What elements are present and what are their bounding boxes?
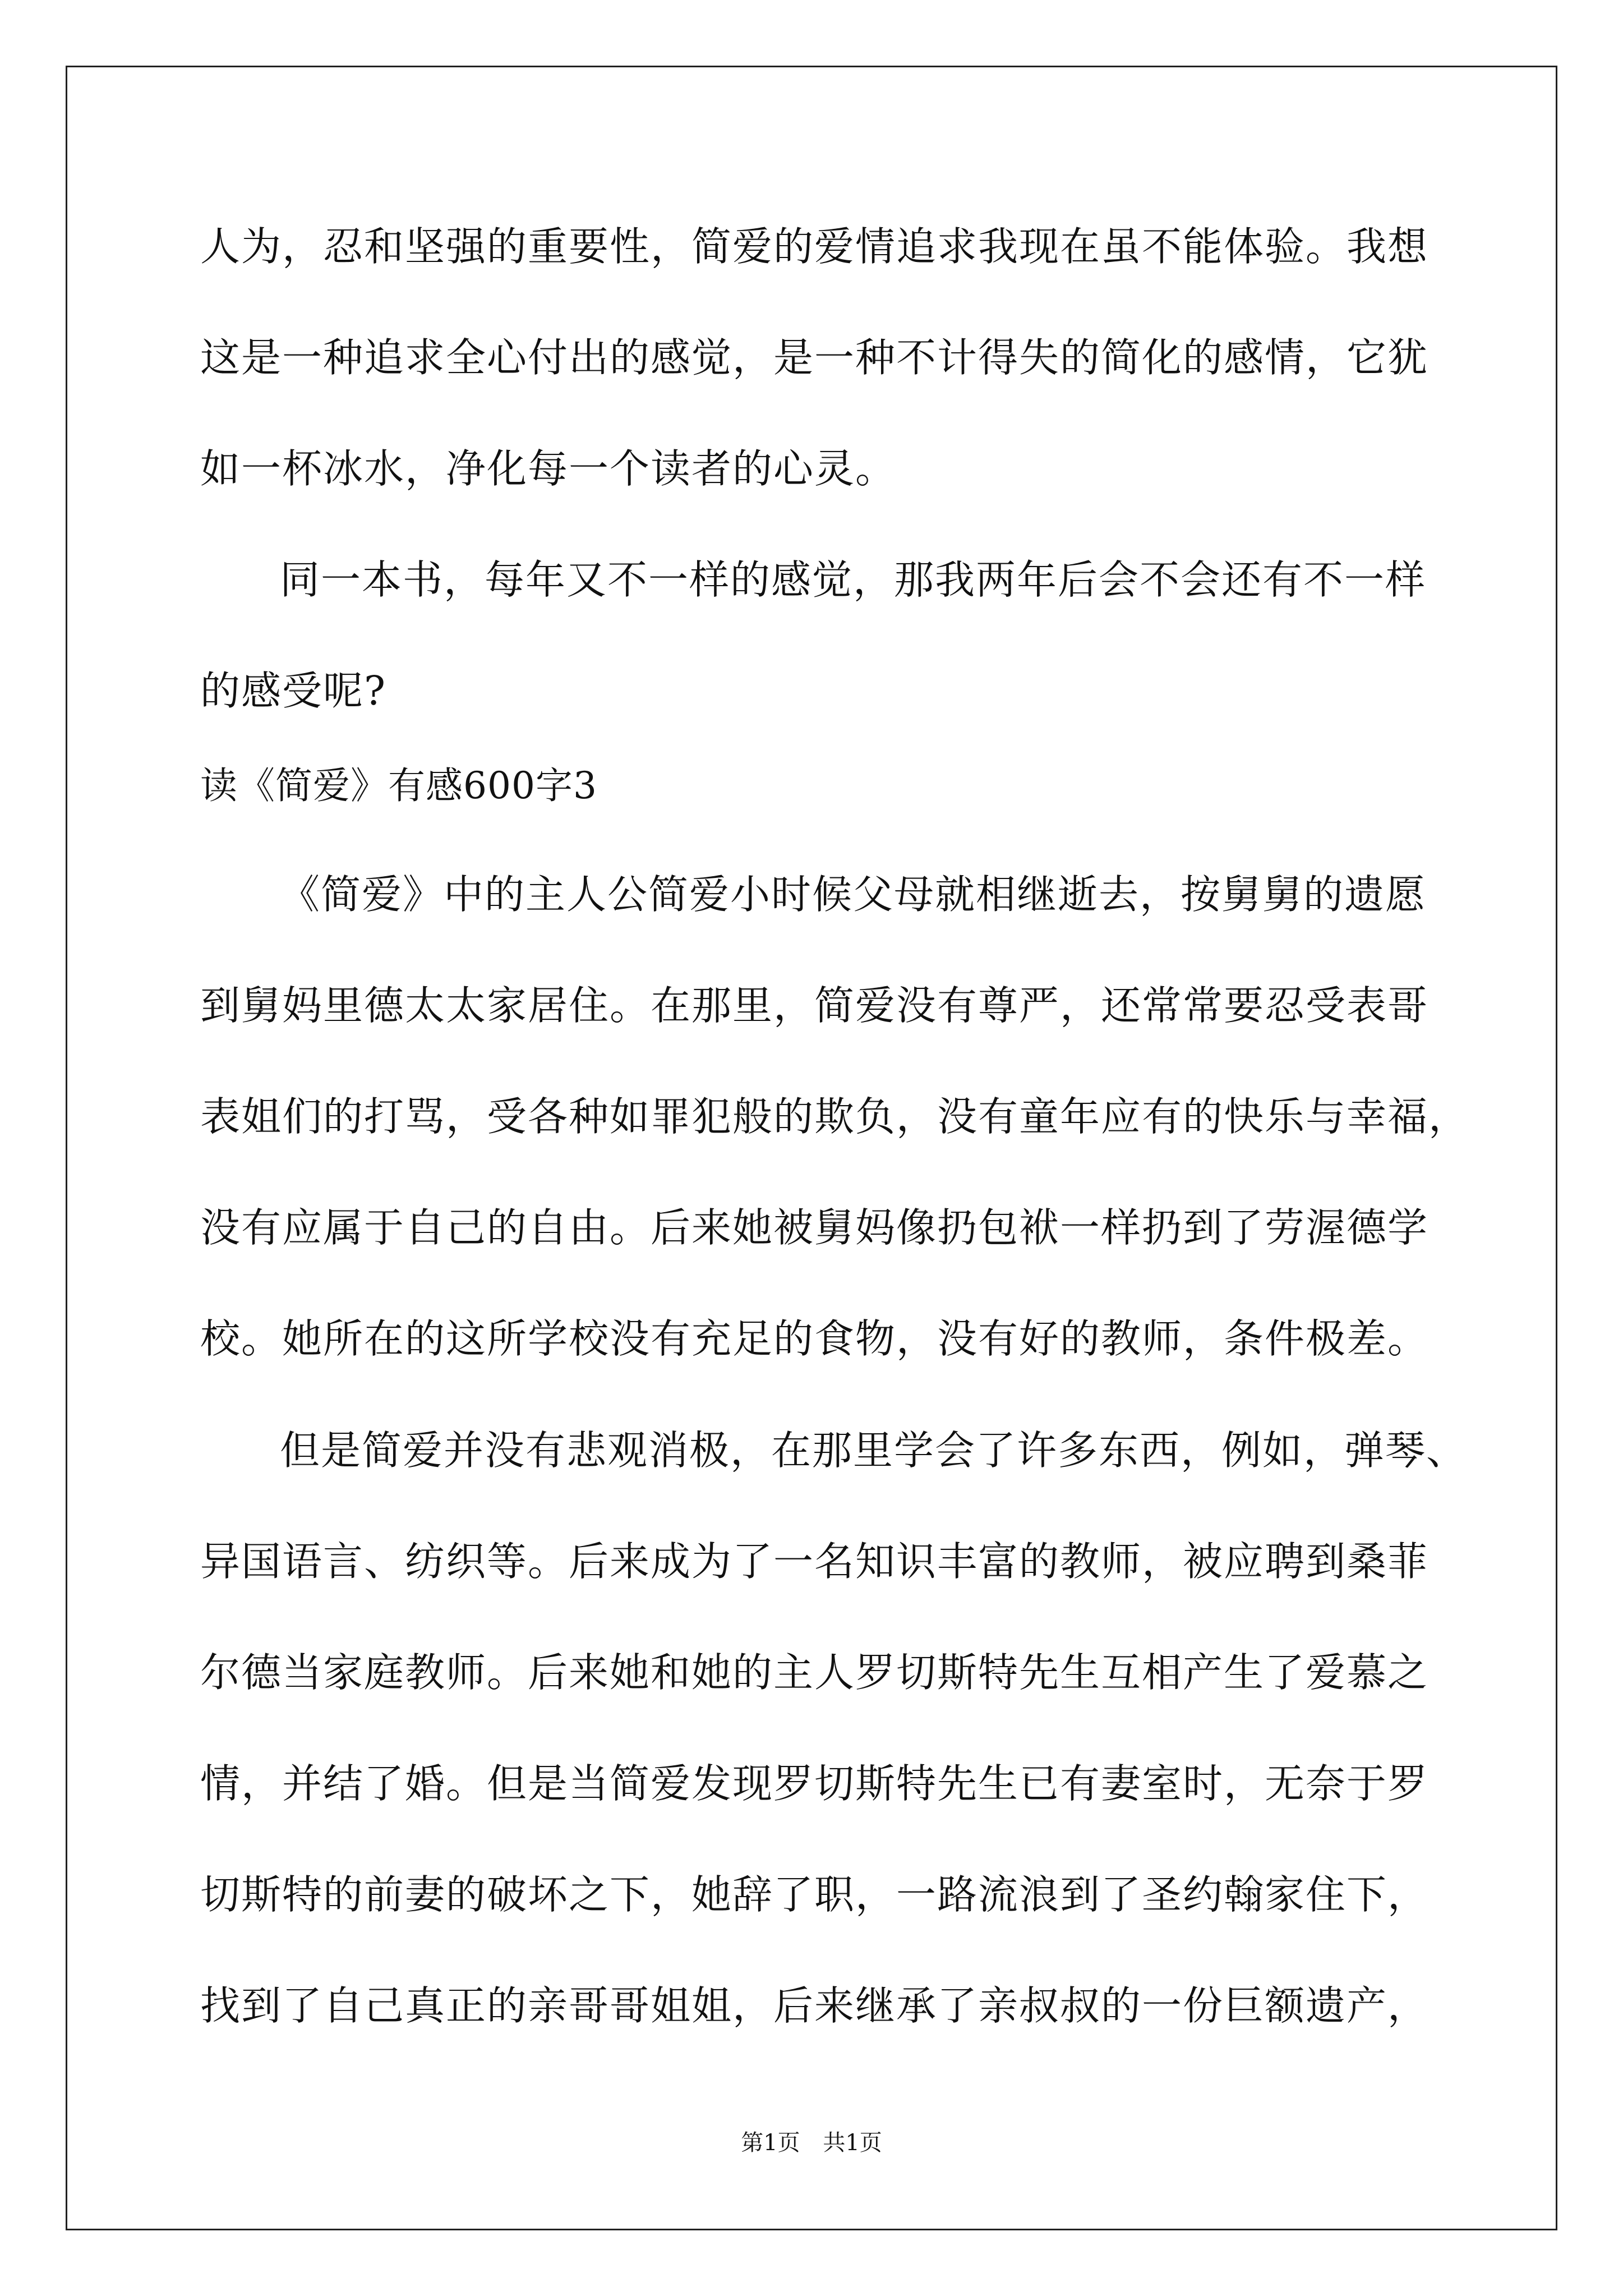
text-line: 切斯特的前妻的破坏之下，她辞了职，一路流浪到了圣约翰家住下， — [200, 1871, 1429, 1918]
section-heading: 读《简爱》有感600字3 — [200, 764, 597, 807]
page-number-total: 共1页 — [823, 2130, 882, 2156]
page-footer — [0, 2126, 1623, 2160]
text-line: 这是一种追求全心付出的感觉，是一种不计得失的简化的感情，它犹 — [200, 334, 1429, 381]
text-line: 人为，忍和坚强的重要性，简爱的爱情追求我现在虽不能体验。我想 — [200, 223, 1429, 270]
text-line: 到舅妈里德太太家居住。在那里，简爱没有尊严，还常常要忍受表哥 — [200, 982, 1429, 1029]
text-line: 表姐们的打骂，受各种如罪犯般的欺负，没有童年应有的快乐与幸福， — [200, 1093, 1470, 1140]
text-line: 异国语言、纺织等。后来成为了一名知识丰富的教师，被应聘到桑菲 — [200, 1538, 1429, 1585]
text-line: 情，并结了婚。但是当简爱发现罗切斯特先生已有妻室时，无奈于罗 — [200, 1760, 1429, 1807]
text-line: 没有应属于自己的自由。后来她被舅妈像扔包袱一样扔到了劳渥德学 — [200, 1204, 1429, 1251]
paragraph-first-line: 同一本书，每年又不一样的感觉，那我两年后会不会还有不一样 — [280, 556, 1427, 603]
text-line: 找到了自己真正的亲哥哥姐姐，后来继承了亲叔叔的一份巨额遗产， — [200, 1982, 1429, 2029]
paragraph-first-line: 《简爱》中的主人公简爱小时候父母就相继逝去，按舅舅的遗愿 — [280, 871, 1427, 918]
text-line: 如一杯冰水，净化每一个读者的心灵。 — [200, 445, 897, 492]
text-line: 校。她所在的这所学校没有充足的食物，没有好的教师，条件极差。 — [200, 1315, 1429, 1362]
text-line: 的感受呢? — [200, 668, 387, 714]
page-number-current: 第1页 — [741, 2130, 800, 2156]
text-line: 尔德当家庭教师。后来她和她的主人罗切斯特先生互相产生了爱慕之 — [200, 1649, 1429, 1696]
paragraph-first-line: 但是简爱并没有悲观消极，在那里学会了许多东西，例如，弹琴、 — [280, 1427, 1468, 1474]
